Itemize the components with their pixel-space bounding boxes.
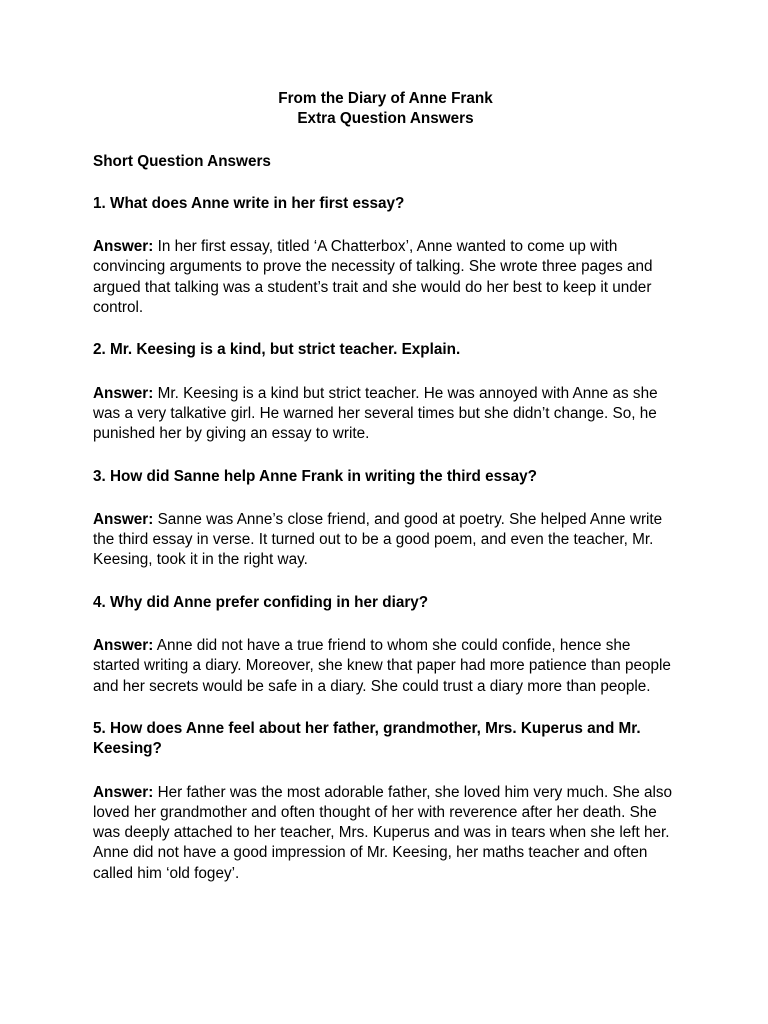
answer-label: Answer: [93, 637, 154, 655]
qa-item-2 [93, 340, 678, 444]
title-block [93, 89, 678, 130]
question-2: 2. Mr. Keesing is a kind, but strict teacher. Explain. [93, 341, 461, 359]
answer-3 [93, 510, 678, 571]
answer-text: Mr. Keesing is a kind but strict teacher. He was annoyed with Anne as she was a very talkative girl. He warned her several times but she didn’t change. So, he punished her by giving an essay to write. [93, 384, 658, 443]
answer-label: Answer: [93, 510, 154, 528]
answer-label: Answer: [93, 238, 154, 256]
question-4: 4. Why did Anne prefer confiding in her diary? [93, 593, 429, 611]
qa-item-3 [93, 467, 678, 571]
qa-item-5 [93, 719, 678, 884]
question-1: 1. What does Anne write in her first essay? [93, 194, 405, 212]
question-3: 3. How did Sanne help Anne Frank in writing the third essay? [93, 467, 537, 485]
answer-text: Her father was the most adorable father, she loved him very much. She also loved her grandmother and often thought of her with reverence after her death. She was deeply attached to her teacher, Mrs. Kuperus and was in tears when she left her. Anne did not have a good impression of Mr. Keesing, her maths teacher and often called him ‘old fogey’. [93, 783, 673, 882]
answer-text: Sanne was Anne’s close friend, and good at poetry. She helped Anne write the third essay in verse. It turned out to be a good poem, and even the teacher, Mr. Keesing, took it in the right way. [93, 510, 663, 569]
document-title: From the Diary of Anne Frank [278, 90, 493, 107]
answer-label: Answer: [93, 384, 154, 402]
document-body [93, 89, 678, 884]
answer-2 [93, 384, 678, 445]
answer-text: Anne did not have a true friend to whom she could confide, hence she started writing a diary. Moreover, she knew that paper had more patience than people and her secrets would be safe in a diary. She could trust a diary more than people. [93, 637, 671, 695]
document-subtitle: Extra Question Answers [297, 110, 474, 128]
qa-item-1 [93, 194, 678, 318]
answer-label: Answer: [93, 783, 154, 801]
answer-text: In her first essay, titled ‘A Chatterbox’, Anne wanted to come up with convincing arguments to prove the necessity of talking. She wrote three pages and argued that talking was a student’s trait and she would do her best to keep it under control. [93, 238, 653, 317]
answer-5 [93, 783, 678, 884]
question-5: 5. How does Anne feel about her father, grandmother, Mrs. Kuperus and Mr. Keesing? [93, 719, 641, 758]
qa-item-4 [93, 593, 678, 697]
answer-4 [93, 636, 678, 697]
section-heading: Short Question Answers [93, 152, 271, 170]
answer-1 [93, 237, 678, 318]
